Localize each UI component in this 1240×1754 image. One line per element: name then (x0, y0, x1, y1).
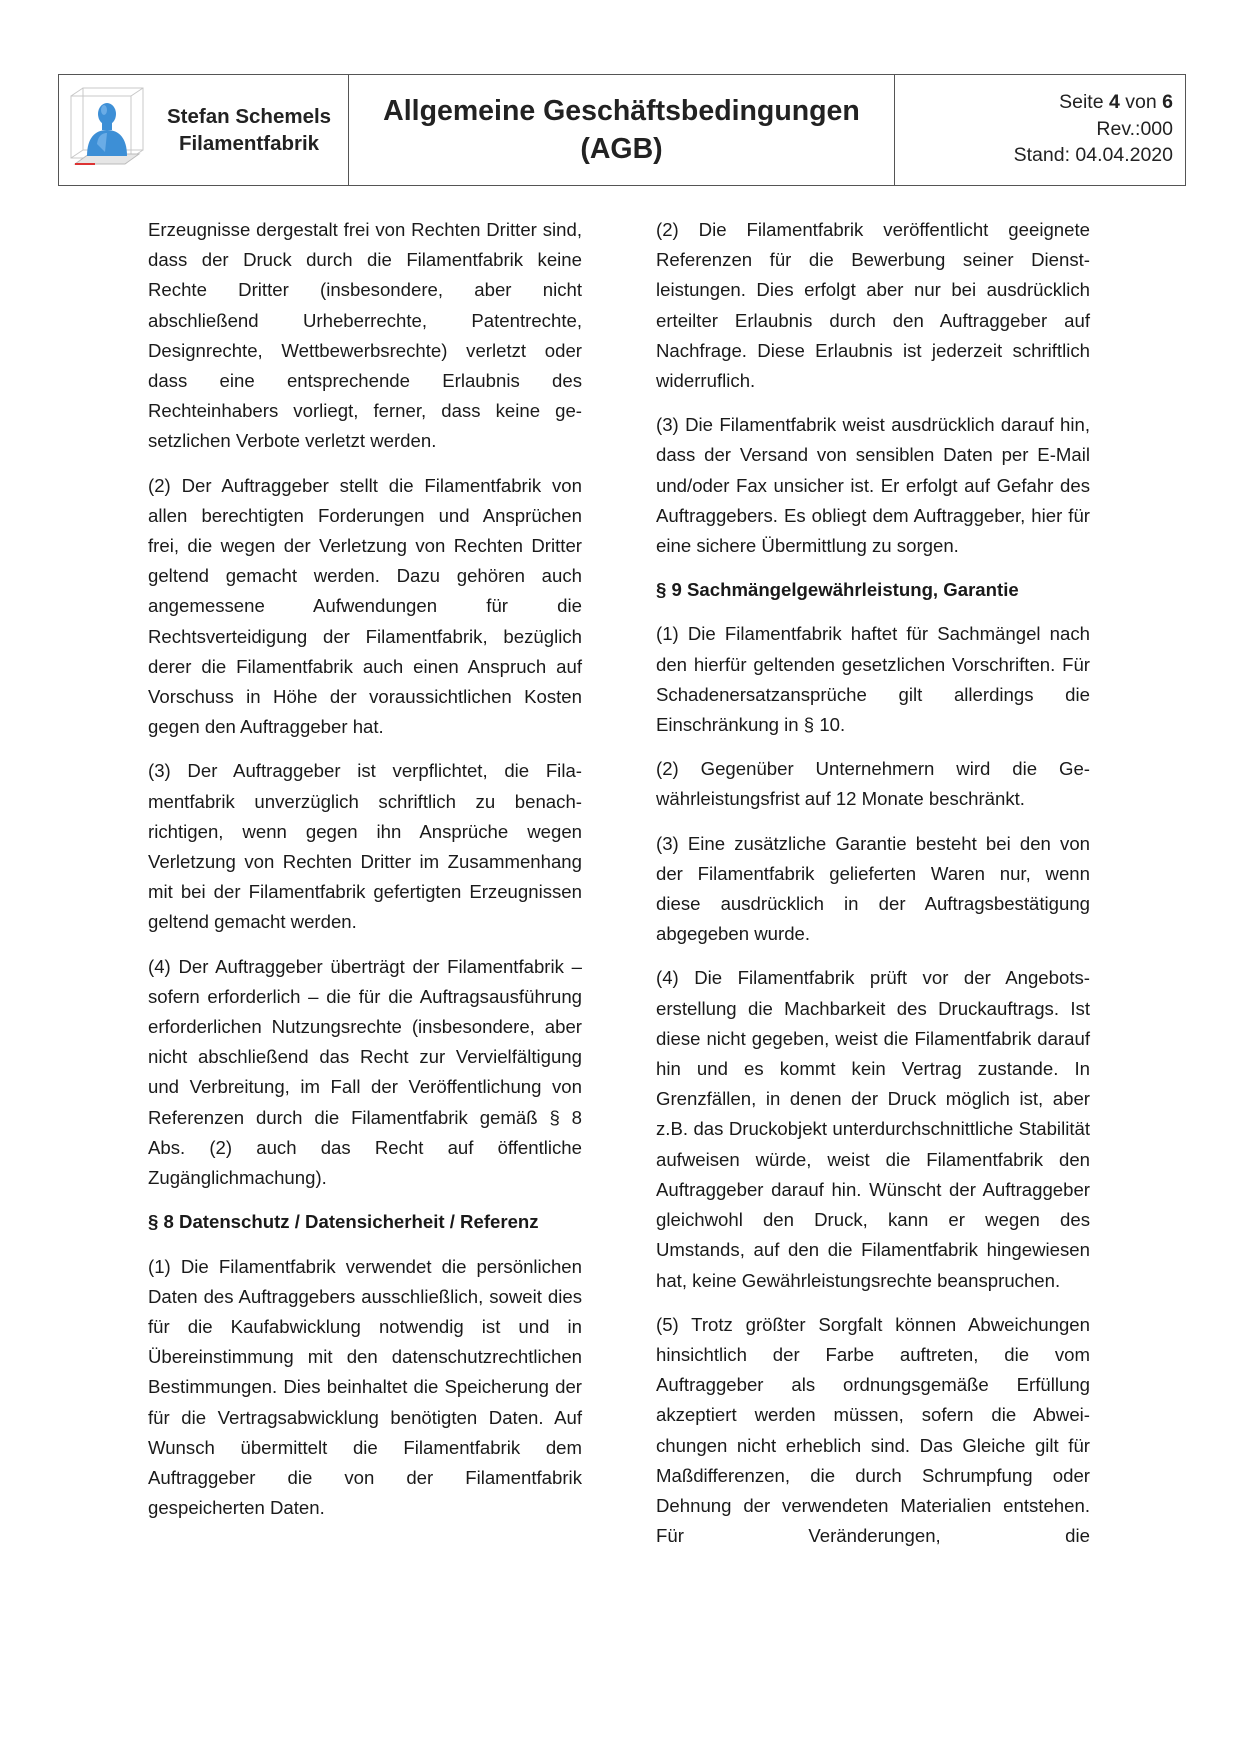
page-separator: von (1119, 91, 1163, 113)
company-name-line2: Filamentfabrik (178, 132, 320, 155)
section-heading-8: § 8 Datenschutz / Datensicherheit / Referenz (148, 1211, 539, 1233)
paragraph-guarantee: (3) Eine zusätzliche Garantie besteht bei den von der Filamentfabrik gelieferten Waren nur, wenn diese ausdrücklich in der Auftragsbestätigung abgegeben wurde. (656, 832, 1090, 945)
paragraph-liability: (1) Die Filamentfabrik haftet für Sachmängel nach den hierfür geltenden gesetzlichen Vorschriften. Für Schadenersatzansprüche gilt allerdings die Einschränkung in § 10. (656, 623, 1090, 736)
paragraph-third-party-rights: Erzeugnisse dergestalt frei von Rechten Dritter sind, dass der Druck durch die Filamentfabrik keine Rechte Dritter (insbesondere, aber nicht abschließend Urheberrechte, Patentrechte, Designrechte, Wettbewerbsrechte) verletzt oder dass eine entsprechende Erlaubnis des Rechteinhabers vorliegt, ferner, dass keine gesetzlichen Verbote verletzt werden. (148, 219, 582, 452)
3d-printer-bust-logo-icon (67, 86, 149, 174)
paragraph-usage-rights: (4) Der Auftraggeber überträgt der Filamentfabrik – sofern erforderlich – die für die Auftragsausführung erforderlichen Nutzungsrechte (insbesondere, aber nicht abschließend das Recht zur Vervielfältigung und Verbreitung, im Fall der Veröffentlichung von Referenzen durch die Filamentfabrik gemäß § 8 Abs. (2) auch das Recht auf öffentliche Zugänglichmachung). (148, 955, 582, 1189)
document-title-line1: Allgemeine Geschäftsbedingungen (383, 95, 860, 127)
header-logo-cell (59, 75, 349, 185)
revision: Rev.:000 (1096, 117, 1173, 140)
paragraph-feasibility: (4) Die Filamentfabrik prüft vor der Angebotserstellung die Machbarkeit des Druckauftrags. Ist diese nicht gegeben, weist die Filamentfabrik darauf hin und es kommt kein Vertrag zustande. In Grenzfällen, in denen der Druck möglich ist, aber z.B. das Druckobjekt unterdurchschnittliche Stabilität aufweisen würde, weist die Filamentfabrik den Auftraggeber darauf hin. Wünscht der Auftraggeber gleichwohl den Druck, kann er wegen des Umstands, auf den die Filamentfabrik hingewiesen hat, keine Gewährleistungsrechte beanspruchen. (656, 967, 1090, 1291)
document-date: Stand: 04.04.2020 (1013, 144, 1173, 166)
document-title (349, 75, 895, 185)
section-heading-9: § 9 Sachmängelgewährleistung, Garantie (656, 579, 1019, 601)
paragraph-notification-duty: (3) Der Auftraggeber ist verpflichtet, die Filamentfabrik unverzüglich schriftlich zu benachrichtigen, wenn gegen ihn Ansprüche wegen Verletzung von Rechten Dritter im Zusammenhang mit bei der Filamentfabrik gefertigten Erzeugnissen geltend gemacht werden. (148, 760, 582, 933)
paragraph-personal-data: (1) Die Filamentfabrik verwendet die persönlichen Daten des Auftraggebers ausschließlich, soweit dies für die Kaufabwicklung notwendig ist und in Übereinstimmung mit den datenschutzrechtlichen Bestimmungen. Dies beinhaltet die Speicherung der für die Vertragsabwicklung benötigten Daten. Auf Wunsch übermittelt die Filamentfabrik dem Auftraggeber die von der Filamentfabrik gespeicherten Daten. (148, 1255, 582, 1519)
company-name-line1: Stefan Schemels (167, 105, 332, 128)
paragraph-deviations: (5) Trotz größter Sorgfalt können Abweichungen hinsichtlich der Farbe auftreten, die vom Auftraggeber als ordnungsgemäße Erfüllung akzeptiert werden müssen, sofern die Abweichungen nicht erheblich sind. Das Gleiche gilt für Maßdifferenzen, die durch Schrumpfung oder Dehnung der verwendeten Materialien entstehen. Für Veränderungen, die (656, 1313, 1090, 1547)
document-meta (895, 75, 1185, 185)
page-number (895, 89, 1173, 116)
company-name (167, 103, 331, 157)
page-total: 6 (1162, 91, 1173, 113)
paragraph-indemnification: (2) Der Auftraggeber stellt die Filamentfabrik von allen berechtigten Forderungen und Ansprüchen frei, die wegen der Verletzung von Rechten Dritter geltend gemacht werden. Dazu gehören auch angemessene Aufwendungen für die Rechtsverteidigung der Filamentfabrik, bezüglich derer die Filamentfabrik auch einen Anspruch auf Vorschuss in Höhe der voraussichtlichen Kosten gegen den Auftraggeber hat. (148, 474, 582, 738)
left-column (148, 215, 582, 1537)
page-current: 4 (1109, 91, 1120, 113)
paragraph-references: (2) Die Filamentfabrik veröffentlicht geeignete Referenzen für die Bewerbung seiner Dienstleistungen. Dies erfolgt aber nur bei ausdrücklich erteilter Erlaubnis durch den Auftraggeber auf Nachfrage. Diese Erlaubnis ist jederzeit schriftlich widerruflich. (656, 219, 1090, 392)
paragraph-warranty-period: (2) Gegenüber Unternehmern wird die Gewährleistungsfrist auf 12 Monate beschränkt. (656, 758, 1090, 810)
paragraph-data-security: (3) Die Filamentfabrik weist ausdrücklich darauf hin, dass der Versand von sensiblen Daten per E-Mail und/oder Fax unsicher ist. Er erfolgt auf Gefahr des Auftraggebers. Es obliegt dem Auftraggeber, hier für eine sichere Übermittlung zu sorgen. (656, 414, 1090, 557)
document-title-line2: (AGB) (580, 133, 663, 165)
right-column (656, 215, 1090, 1565)
document-header (58, 74, 1186, 186)
page-prefix: Seite (1059, 91, 1109, 113)
